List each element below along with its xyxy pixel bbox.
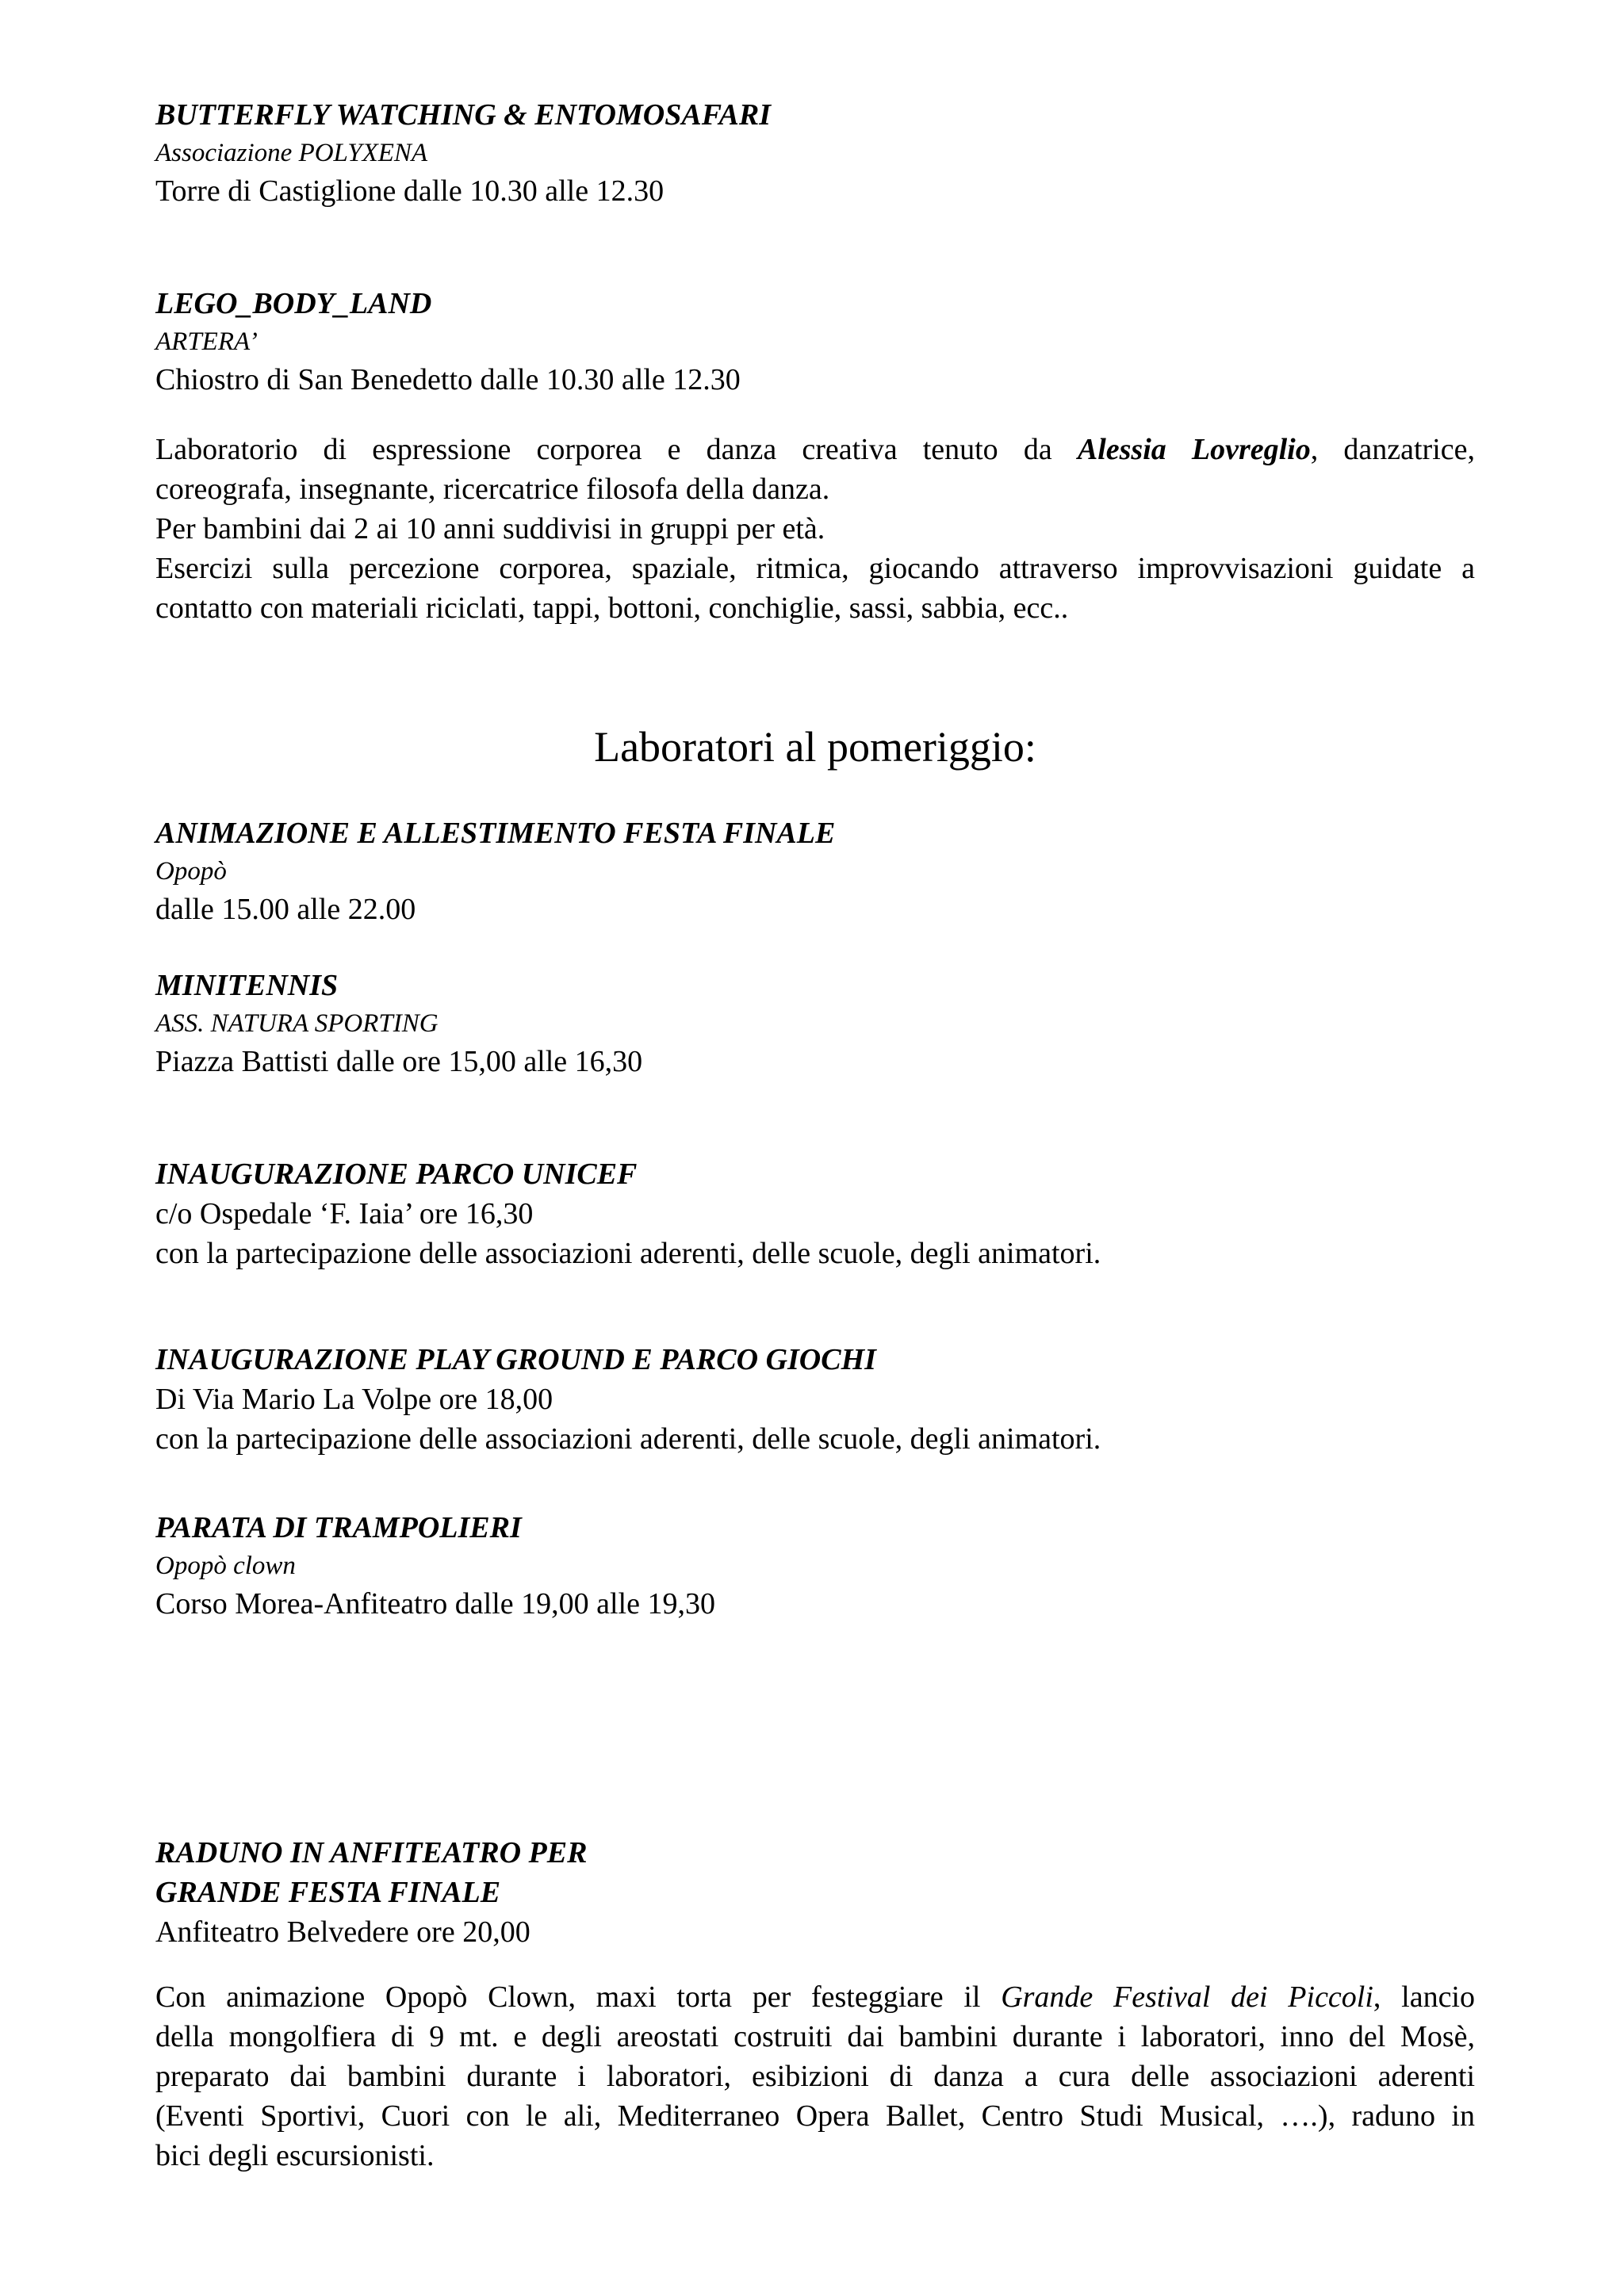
event-title: LEGO_BODY_LAND — [155, 287, 432, 320]
event-location-time: Piazza Battisti dalle ore 15,00 alle 16,30 — [155, 1045, 643, 1078]
event-organizer: Opopò — [155, 857, 227, 886]
event-title: INAUGURAZIONE PLAY GROUND E PARCO GIOCHI — [155, 1343, 876, 1376]
instructor-name: Alessia Lovreglio — [1077, 433, 1311, 466]
event-title: PARATA DI TRAMPOLIERI — [155, 1511, 522, 1544]
event-organizer: ARTERA’ — [155, 327, 258, 356]
section-heading: Laboratori al pomeriggio: — [594, 723, 1036, 771]
event-lego-body-land — [155, 284, 1475, 400]
event-title: MINITENNIS — [155, 969, 339, 1002]
event-location-time: Corso Morea-Anfiteatro dalle 19,00 alle 19,30 — [155, 1587, 715, 1621]
description-line: bici degli escursionisti. — [155, 2139, 435, 2172]
description-line: contatto con materiali riciclati, tappi, bottoni, conchiglie, sassi, sabbia, ecc.. — [155, 591, 1069, 625]
event-organizer: Opopò clown — [155, 1552, 296, 1580]
event-play-ground — [155, 1340, 1475, 1459]
description-line: Laboratorio di espressione corporea e danza creativa tenuto da Alessia Lovreglio, danzatrice, — [155, 433, 1475, 466]
event-title: ANIMAZIONE E ALLESTIMENTO FESTA FINALE — [155, 817, 836, 850]
description-line: (Eventi Sportivi, Cuori con le ali, Mediterraneo Opera Ballet, Centro Studi Musical, ….), raduno in — [155, 2099, 1475, 2133]
event-title: GRANDE FESTA FINALE — [155, 1876, 501, 1909]
event-organizer: Associazione POLYXENA — [155, 139, 428, 167]
festival-name: Grande Festival dei Piccoli — [1001, 1980, 1373, 2014]
description-line: preparato dai bambini durante i laboratori, esibizioni di danza a cura delle associazioni aderenti — [155, 2060, 1475, 2093]
event-time: dalle 15.00 alle 22.00 — [155, 893, 416, 926]
event-location-time: Chiostro di San Benedetto dalle 10.30 alle 12.30 — [155, 363, 741, 396]
event-trampolieri — [155, 1508, 1475, 1624]
event-location-time: Anfiteatro Belvedere ore 20,00 — [155, 1915, 530, 1949]
event-title: RADUNO IN ANFITEATRO PER — [155, 1836, 588, 1869]
event-note: con la partecipazione delle associazioni aderenti, delle scuole, degli animatori. — [155, 1237, 1101, 1270]
event-animazione — [155, 813, 1475, 929]
event-location-time: c/o Ospedale ‘F. Iaia’ ore 16,30 — [155, 1197, 534, 1230]
lego-description — [155, 430, 1475, 628]
event-title: BUTTERFLY WATCHING & ENTOMOSAFARI — [155, 98, 772, 132]
event-title: INAUGURAZIONE PARCO UNICEF — [155, 1158, 638, 1191]
description-line: della mongolfiera di 9 mt. e degli areostati costruiti dai bambini durante i laboratori, inno del Mosè, — [155, 2020, 1475, 2053]
event-location-time: Di Via Mario La Volpe ore 18,00 — [155, 1383, 553, 1416]
event-location-time: Torre di Castiglione dalle 10.30 alle 12.30 — [155, 174, 665, 208]
event-organizer: ASS. NATURA SPORTING — [155, 1009, 439, 1038]
description-line: coreografa, insegnante, ricercatrice filosofa della danza. — [155, 473, 830, 506]
description-line: Esercizi sulla percezione corporea, spaziale, ritmica, giocando attraverso improvvisazioni guidate a — [155, 552, 1475, 585]
event-minitennis — [155, 966, 1475, 1081]
description-line: Con animazione Opopò Clown, maxi torta per festeggiare il Grande Festival dei Piccoli, lancio — [155, 1980, 1475, 2014]
event-butterfly-watching — [155, 95, 1475, 211]
event-parco-unicef — [155, 1154, 1475, 1273]
event-festa-finale — [155, 1833, 1475, 1952]
description-line: Per bambini dai 2 ai 10 anni suddivisi in gruppi per età. — [155, 512, 825, 545]
final-description — [155, 1977, 1475, 2175]
event-note: con la partecipazione delle associazioni aderenti, delle scuole, degli animatori. — [155, 1422, 1101, 1456]
